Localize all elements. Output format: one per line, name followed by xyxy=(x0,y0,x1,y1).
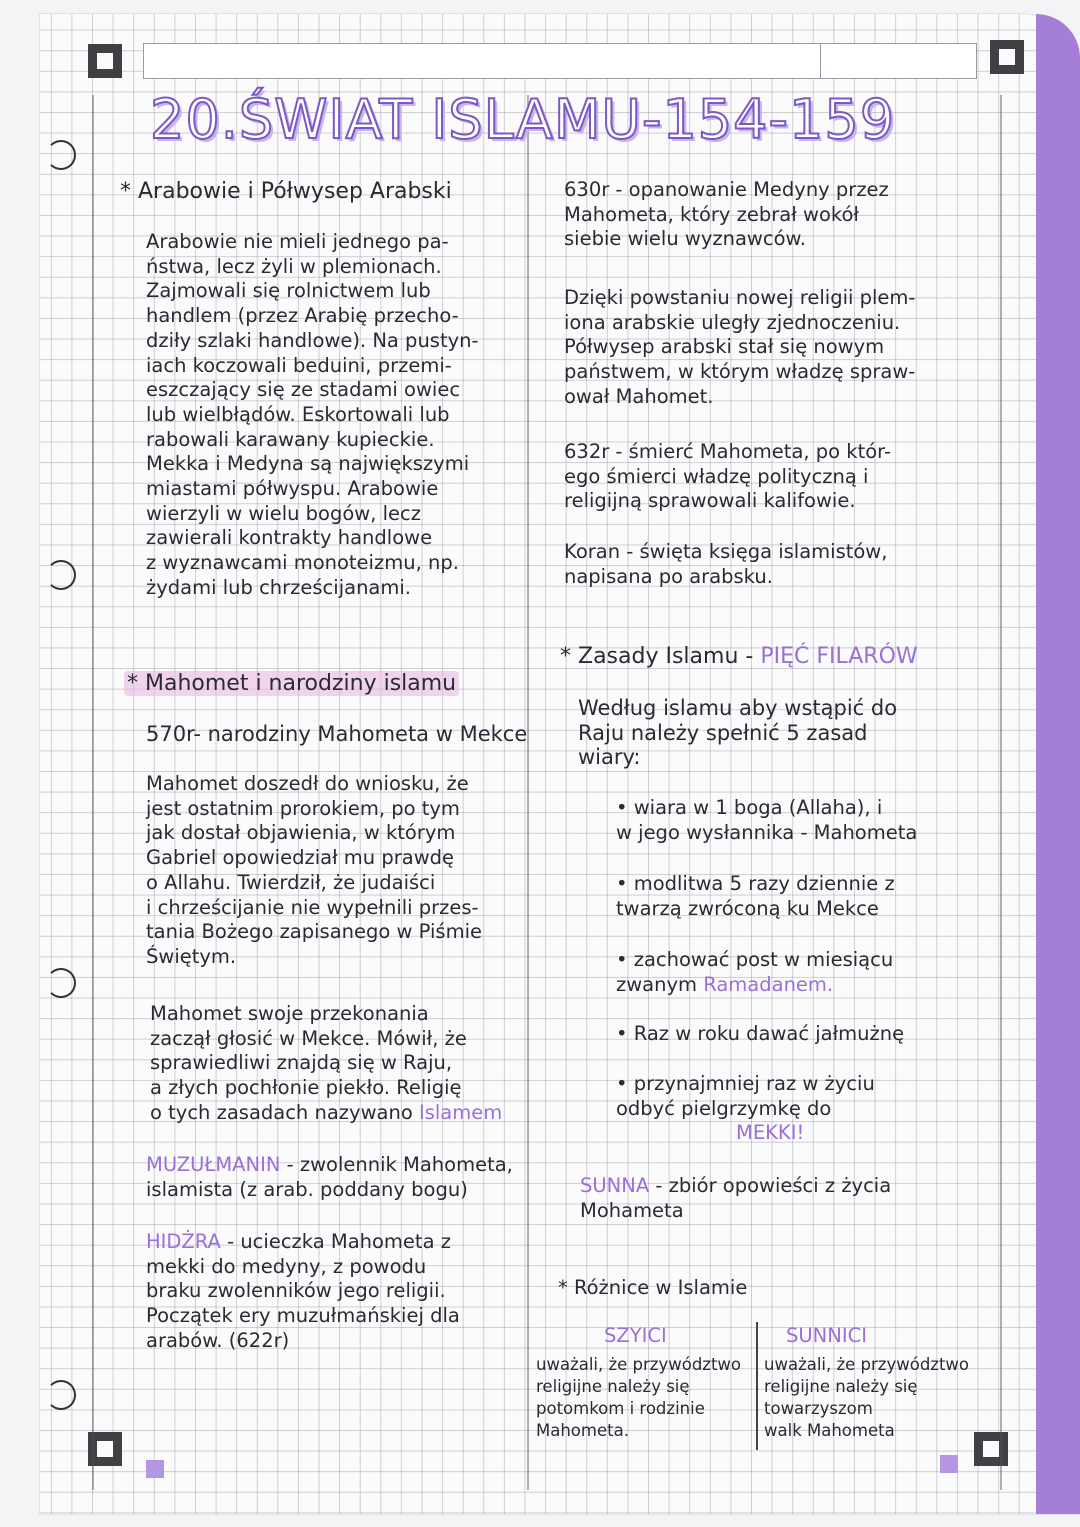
margin-line xyxy=(92,95,94,1490)
sunni-title: SUNNICI xyxy=(786,1324,867,1347)
mekka-term: MEKKI! xyxy=(736,1121,805,1144)
pillar-item-1: • wiara w 1 boga (Allaha), i w jego wysłannika - Mahometa xyxy=(616,796,917,845)
binder-hole-icon xyxy=(46,968,76,998)
shia-title: SZYICI xyxy=(604,1324,667,1347)
sunna-term: SUNNA xyxy=(580,1174,650,1197)
table-divider xyxy=(756,1322,758,1450)
page-title: 20.ŚWIAT ISLAMU-154-159 xyxy=(150,88,896,151)
binder-hole-icon xyxy=(46,1380,76,1410)
hidzra-definition: HIDŻRA - ucieczka Mahometa z mekki do medyny, z powodu braku zwolenników jego religii. Początek ery muzułmańskiej dla arabów. (622r) xyxy=(146,1230,460,1352)
mahomet-heading: * Mahomet i narodziny islamu xyxy=(124,672,459,697)
muzulmanin-definition: MUZUŁMANIN - zwolennik Mahometa, islamista (z arab. poddany bogu) xyxy=(146,1153,513,1201)
margin-line xyxy=(1000,95,1002,1490)
death-paragraph: 632r - śmierć Mahometa, po któr- ego śmierci władzę polityczną i religijną sprawowali kalifowie. xyxy=(564,440,891,513)
hidzra-term: HIDŻRA xyxy=(146,1230,221,1253)
sunni-description: uważali, że przywództwo religijne należy się towarzyszom walk Mahometa xyxy=(764,1355,970,1440)
pillars-highlight: PIĘĆ FILARÓW xyxy=(760,644,918,669)
column-divider xyxy=(527,95,529,1490)
medina-paragraph: 630r - opanowanie Medyny przez Mahometa, który zebrał wokół siebie wielu wyznawców. xyxy=(564,178,889,251)
islam-term: Islamem xyxy=(418,1100,503,1124)
koran-paragraph: Koran - święta księga islamistów, napisana po arabsku. xyxy=(564,540,888,588)
arabs-paragraph: Arabowie nie mieli jednego pa- ństwa, lecz żyli w plemionach. Zajmowali się rolnictwem lub handlem (przez Arabię przecho- dziły szlaki handlowe). Na pustyn- iach koczowali beduini, przemi- eszczający się ze stadami owiec lub wielbłądów. Eskortowali lub rabowali karawany kupieckie. Mekka i Medyna są największymi miastami półwyspu. Arabowie wierzyli w wielu bogów, lecz zawierali kontrakty handlowe z wyznawcami monoteizmu, np. żydami lub chrześcijanami. xyxy=(146,230,479,599)
pillars-heading: * Zasady Islamu - PIĘĆ FILARÓW xyxy=(560,644,918,669)
page-edge-stripe xyxy=(1036,14,1080,1514)
mahomet-paragraph-2: Mahomet swoje przekonania zaczął głosić w Mekce. Mówił, że sprawiedliwi znajdą się w Raju, a złych pochłonie piekło. Religię o tych zasadach nazywano Islamem xyxy=(150,1002,503,1124)
binder-hole-icon xyxy=(46,140,76,170)
sunna-definition: SUNNA - zbiór opowieści z życia Mohameta xyxy=(580,1174,892,1222)
page-marker-square xyxy=(146,1460,164,1478)
corner-marker-top-left-icon xyxy=(88,44,122,78)
arabs-heading: * Arabowie i Półwysep Arabski xyxy=(120,179,452,204)
page-marker-square xyxy=(940,1455,958,1473)
pillar-item-3: • zachować post w miesiącu zwanym Ramadanem. xyxy=(616,948,894,996)
shia-description: uważali, że przywództwo religijne należy się potomkom i rodzinie Mahometa. xyxy=(536,1355,742,1440)
corner-marker-top-right-icon xyxy=(990,40,1024,74)
pillars-intro: Według islamu aby wstąpić do Raju należy spełnić 5 zasad wiary: xyxy=(578,696,898,769)
ramadan-term: Ramadanem. xyxy=(703,972,834,996)
header-field xyxy=(143,43,977,79)
muzulmanin-term: MUZUŁMANIN xyxy=(146,1153,281,1176)
pillar-item-5: • przynajmniej raz w życiu odbyć pielgrzymkę do MEKKI! xyxy=(616,1072,875,1144)
religion-paragraph: Dzięki powstaniu nowej religii plem- iona arabskie uległy zjednoczeniu. Półwysep arabski stał się nowym państwem, w którym władzę spraw- ował Mahomet. xyxy=(564,286,916,408)
binder-hole-icon xyxy=(46,560,76,590)
pillar-item-4: • Raz w roku dawać jałmużnę xyxy=(616,1022,904,1047)
mahomet-paragraph-1: Mahomet doszedł do wniosku, że jest ostatnim prorokiem, po tym jak dostał objawienia, w którym Gabriel opowiedział mu prawdę o Allahu. Twierdził, że judaiści i chrześcijanie nie wypełnili przes- tania Bożego zapisanego w Piśmie Świętym. xyxy=(146,772,482,968)
corner-marker-bottom-right-icon xyxy=(974,1432,1008,1466)
differences-heading: * Różnice w Islamie xyxy=(558,1276,748,1299)
birth-line: 570r- narodziny Mahometa w Mekce xyxy=(146,722,528,746)
pillar-item-2: • modlitwa 5 razy dziennie z twarzą zwróconą ku Mekce xyxy=(616,872,895,921)
